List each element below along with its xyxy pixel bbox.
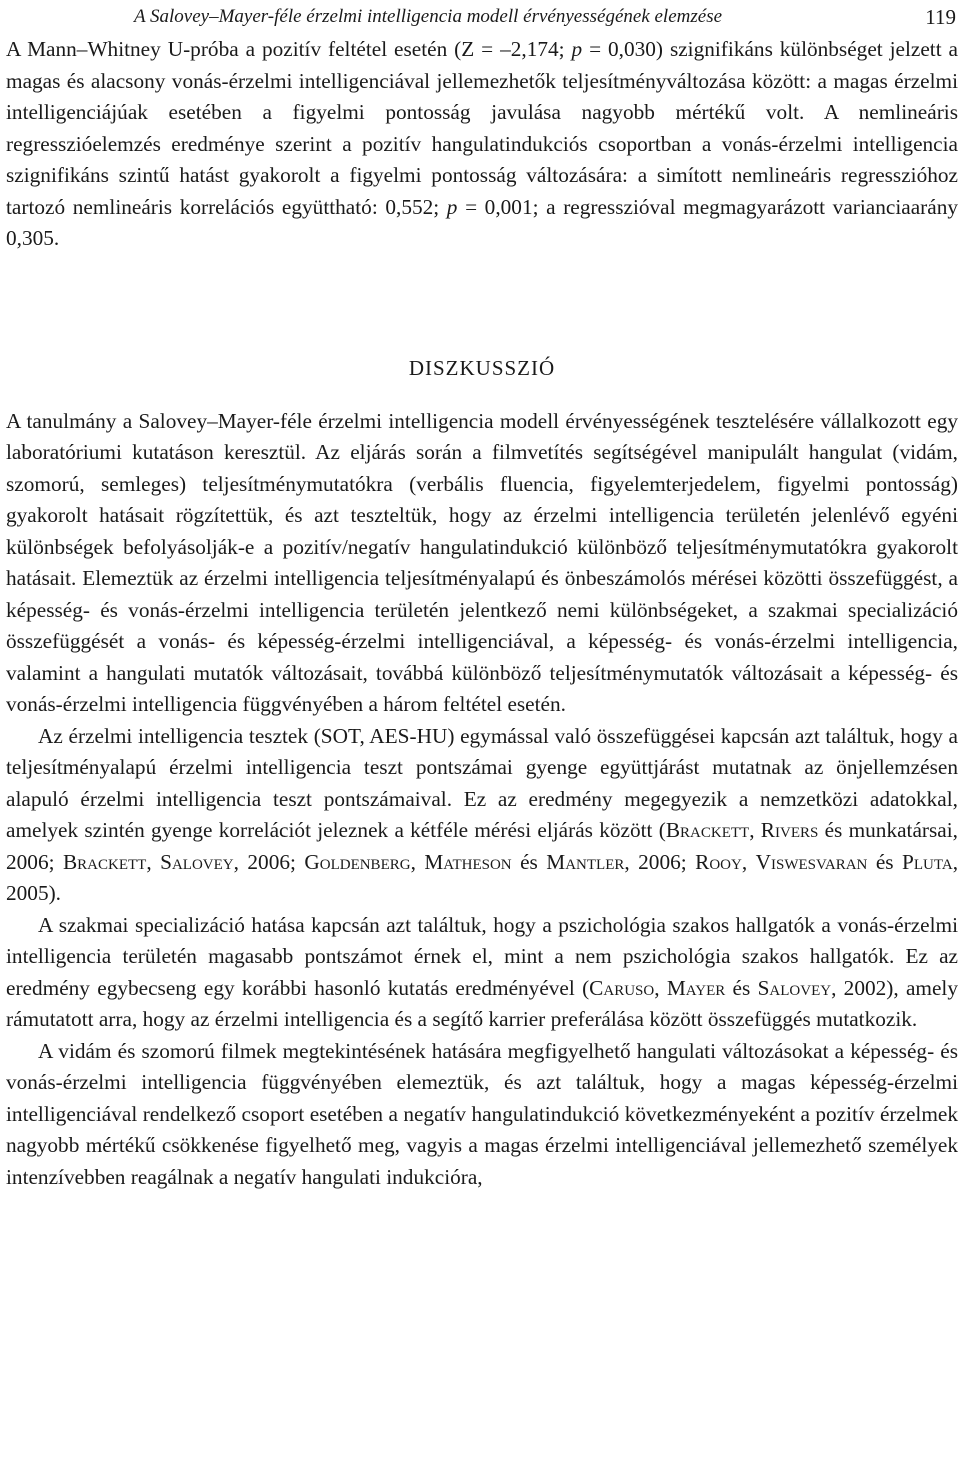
citation-author: Viswesvaran xyxy=(755,849,868,874)
running-title: A Salovey–Mayer-féle érzelmi intelligencia modell érvényességének elemzése xyxy=(134,6,723,27)
paragraph-text: A Mann–Whitney U-próba a pozitív feltétel esetén (Z = –2,174; xyxy=(6,37,572,61)
citation-author: Rivers xyxy=(760,818,819,842)
citation-author: Matheson xyxy=(424,849,512,874)
p-value-symbol: p xyxy=(571,37,583,61)
paragraph-results xyxy=(6,34,958,255)
paragraph-text: A szakmai specializáció hatása kapcsán azt találtuk, hogy a pszichológia szakos hallgatók a vonás-érzelmi intelligencia területén magasabb pontszámot érnek el, mint a nem pszichológia szakos hallgatók. Ez az eredmény egybecseng egy korábbi hasonló kutatás eredményével ( xyxy=(6,912,958,1000)
paragraph-specialization: A szakmai specializáció hatása kapcsán azt találtuk, hogy a pszichológia szakos hallgatók a vonás-érzelmi intelligencia területén magasabb pontszámot érnek el, mint a nem pszichológia szakos hallgatók. Ez az eredmény egybecseng egy korábbi hasonló kutatás eredményével (Caruso, Mayer és Salovey, 2002), amely rámutatott arra, hogy az érzelmi intelligencia és a segítő karrier preferálása között összefüggés mutatkozik. xyxy=(6,912,958,1031)
section-heading: DISZKUSSZIÓ xyxy=(408,355,556,380)
p-value-symbol: p xyxy=(446,194,458,219)
paragraph-text: Az érzelmi intelligencia tesztek (SOT, AES-HU) egymással való összefüggései kapcsán azt találtuk, hogy a teljesítményalapú érzelmi intelligencia teszt pontszámai gyenge együttjárást mutatnak az önjellemzésen alapuló érzelmi intelligencia teszt pontszámaival. Ez az eredmény megegyezik a nemzetközi adatokkal, amelyek szintén gyenge korrelációt jeleznek a kétféle mérési eljárás között ( xyxy=(6,723,958,842)
citation-author: Rooy xyxy=(695,849,742,874)
citation-author: Salovey xyxy=(160,849,234,874)
paragraph-text: , 2002), amely rámutatott arra, hogy az érzelmi intelligencia és a segítő karrier preferálása között összefüggés mutatkozik. xyxy=(6,975,958,1031)
paragraph-ei-tests: Az érzelmi intelligencia tesztek (SOT, AES-HU) egymással való összefüggései kapcsán azt találtuk, hogy a teljesítményalapú érzelmi intelligencia teszt pontszámai gyenge együttjárást mutatnak az önjellemzésen alapuló érzelmi intelligencia teszt pontszámaival. Ez az eredmény megegyezik a nemzetközi adatokkal, amelyek szintén gyenge korrelációt jeleznek a kétféle mérési eljárás között (Brackett, Rivers és munkatársai, 2006; Brackett, Salovey, 2006; Goldenberg, Matheson és Mantler, 2006; Rooy, Viswesvaran és Pluta, 2005). xyxy=(6,723,959,905)
paragraph-text: = 0,001; a regresszióval megmagyarázott varianciaarány 0,305. xyxy=(6,194,958,250)
paragraph-text: = 0,030) szignifikáns különbséget jelzett a magas és alacsony vonás-érzelmi intelligenciával jellemezhetők teljesítményváltozása között: a magas érzelmi intelligenciájúak esetében a figyelmi pontosság javulása nagyobb mértékű volt. A nemlineáris regresszióelemzés eredménye szerint a pozitív hangulatindukciós csoportban a vonás-érzelmi intelligencia szignifikáns szintű hatást gyakorolt a figyelmi pontosság változására: a simított nemlineáris regresszióhoz tartozó nemlineáris korrelációs együttható: 0,552; xyxy=(6,37,958,219)
paragraph-discussion-intro: A tanulmány a Salovey–Mayer-féle érzelmi intelligencia modell érvényességének tesztelésére vállalkozott egy laboratóriumi kutatáson keresztül. Az eljárás során a filmvetítés segítségével manipulált hangulat (vidám, szomorú, semleges) teljesítménymutatókra (verbális fluencia, figyelemterjedelem, figyelmi pontosság) gyakorolt hatásait rögzítettük, és azt teszteltük, hogy az érzelmi intelligencia területén jelenlévő egyéni különbségek befolyásolják-e a pozitív/negatív hangulatindukció különböző teljesítménymutatókra gyakorolt hatásait. Elemeztük az érzelmi intelligencia teljesítményalapú és önbeszámolós mérései közötti összefüggést, a képesség- és vonás-érzelmi intelligencia területén jelentkező nemi különbségeket, a szakmai specializáció összefüggését a vonás- és képesség-érzelmi intelligenciával, a képesség- és vonás-érzelmi intelligencia, valamint a hangulati mutatók változásait, továbbá különböző teljesítménymutatók változásait a képesség- és vonás-érzelmi intelligencia függvényében a három feltétel esetén. xyxy=(6,408,958,716)
citation-author: Mantler xyxy=(546,849,625,874)
paragraph-mood-changes: A vidám és szomorú filmek megtekintésének hatására megfigyelhető hangulati változásokat a képesség- és vonás-érzelmi intelligencia függvényében elemeztük, és azt találtuk, hogy a magas képesség-érzelmi intelligenciával rendelkező csoport esetében a negatív hangulatindukció következményeként a pozitív érzelmek nagyobb mértékű csökkenése figyelhető meg, vagyis a magas érzelmi intelligenciával jellemezhető személyek intenzívebben reagálnak a negatív hangulati indukcióra, xyxy=(6,1038,958,1189)
citation-author: Brackett xyxy=(62,849,147,874)
citation-author: Mayer xyxy=(666,975,726,1000)
citation-author: Salovey xyxy=(757,975,832,1000)
citation-author: Pluta xyxy=(902,849,953,874)
citation-author: Goldenberg xyxy=(304,849,411,874)
citation-author: Brackett xyxy=(665,818,750,842)
page-number: 119 xyxy=(925,5,956,29)
running-header xyxy=(6,0,958,34)
citation-author: Caruso xyxy=(589,975,655,1000)
document-page xyxy=(6,0,958,1193)
body-text xyxy=(6,34,958,1193)
